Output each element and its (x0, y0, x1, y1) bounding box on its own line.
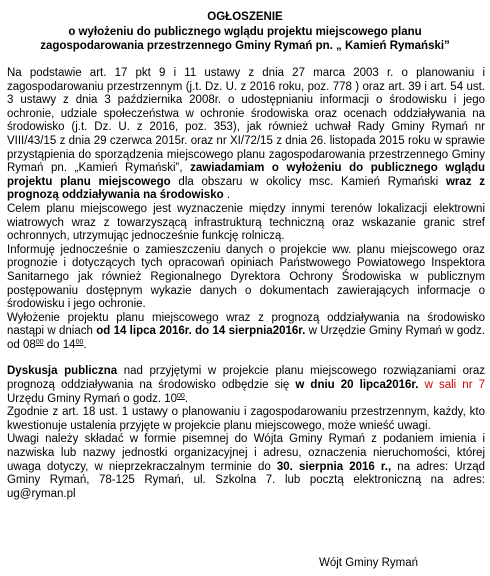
exhibition-dates-paragraph: Wyłożenie projektu planu miejscowego wraz z prognozą oddziaływania na środowisko nastąpi w dniach od 14 lipca 2016r. do 14 sierpnia2016r. w Urzędzie Gminy Rymań w godz. od $08^{00}$ do $14^{00}$. (7, 311, 485, 351)
public-discussion-paragraph: Dyskusja publiczna nad przyjętymi w projekcie planu miejscowego rozwiązaniami oraz prognozą oddziaływania na środowisko odbędzie się w dniu 20 lipca2016r. w sali nr 7 Urzędu Gminy Rymań o godz. $10^{00}$. (7, 365, 486, 405)
comments-right-paragraph: Zgodnie z art. 18 ust. 1 ustawy o planowaniu i zagospodarowaniu przestrzennym, każdy, kto kwestionuje ustalenia przyjęte w projekcie planu miejscowego, może wnieść uwagi. (7, 406, 485, 432)
notice-bold-phrase: zawiadamiam o wyłożeniu do publicznego wglądu projektu planu miejscowego (7, 162, 486, 188)
public-discussion-label: Dyskusja publiczna (7, 365, 118, 378)
announcement-subtitle-line2: zagospodarowania przestrzennego Gminy Rymań pn. „ Kamień Rymański” (40, 40, 450, 52)
legal-basis-paragraph: Na podstawie art. 17 pkt 9 i 11 ustawy z dnia 27 marca 2003 r. o planowaniu i zagospodarowaniu przestrzennym (j.t. Dz. U. z 2016 roku, poz. 778 ) oraz art. 39 i art. 54 ust. 3 ustawy z dnia 3 października 2008r. o udostępnianiu informacji o środowisku i jego ochronie, udziale społeczeństwa w ochronie środowiska oraz ocenach oddziaływania na środowisko (j.t. Dz. U. z 2016, poz. 353), jak również uchwał Rady Gminy Rymań nr VIII/43/15 z dnia 29 czerwca 2015r. oraz nr XI/72/15 z dnia 26. listopada 2015 roku w sprawie przystąpienia do sporządzenia miejscowego planu zagospodarowania przestrzennego Gminy Rymań pn. „Kamień Rymański”, zawiadamiam o wyłożeniu do publicznego wglądu projektu planu miejscowego dla obszaru w okolicy msc. Kamień Rymański wraz z prognozą oddziaływania na środowisko . (7, 67, 486, 202)
announcement-title: OGŁOSZENIE (207, 11, 283, 23)
forecast-bold-phrase: wraz z prognozą oddziaływania na środowisko (7, 175, 486, 202)
signature: Wójt Gminy Rymań (319, 557, 419, 569)
announcement-subtitle-line1: o wyłożeniu do publicznego wglądu projektu miejscowego planu (68, 26, 422, 38)
exhibition-dates: od 14 lipca 2016r. do 14 sierpnia2016r. (96, 325, 306, 338)
plan-purpose-paragraph: Celem planu miejscowego jest wyznaczenie między innymi terenów lokalizacji elektrowni wiatrowych wraz z towarzyszącą infrastrukturą techniczną oraz wskazanie granic stref ochronnych, utrzymując jednocześnie funkcję rolniczą. (7, 202, 485, 243)
announcement-body (7, 67, 485, 501)
information-paragraph: Informuję jednocześnie o zamieszczeniu danych o projekcie ww. planu miejscowego oraz prognozie i dotyczących tych opracowań opiniach Państwowego Powiatowego Inspektora Sanitarnego jak również Regionalnego Dyrektora Ochrony Środowiska w publicznym postępowaniu dostępnym wykazie danych o dokumentach zawierających informacje o środowisku i jego ochronie. (7, 243, 485, 311)
discussion-date: w dniu 20 lipca2016r. (295, 379, 419, 392)
room-number: w sali nr 7 (418, 379, 485, 392)
deadline-date: 30. sierpnia 2016 r., (276, 460, 392, 473)
comments-submission-paragraph: Uwagi należy składać w formie pisemnej do Wójta Gminy Rymań z podaniem imienia i nazwiska lub nazwy jednostki organizacyjnej i adresu, oznaczenia nieruchomości, której uwaga dotyczy, w nieprzekraczalnym terminie do 30. sierpnia 2016 r., na adres: Urząd Gminy Rymań, 78-125 Rymań, ul. Szkolna 7. lub pocztą elektroniczną na adres: ug@ryman.pl (7, 433, 485, 500)
